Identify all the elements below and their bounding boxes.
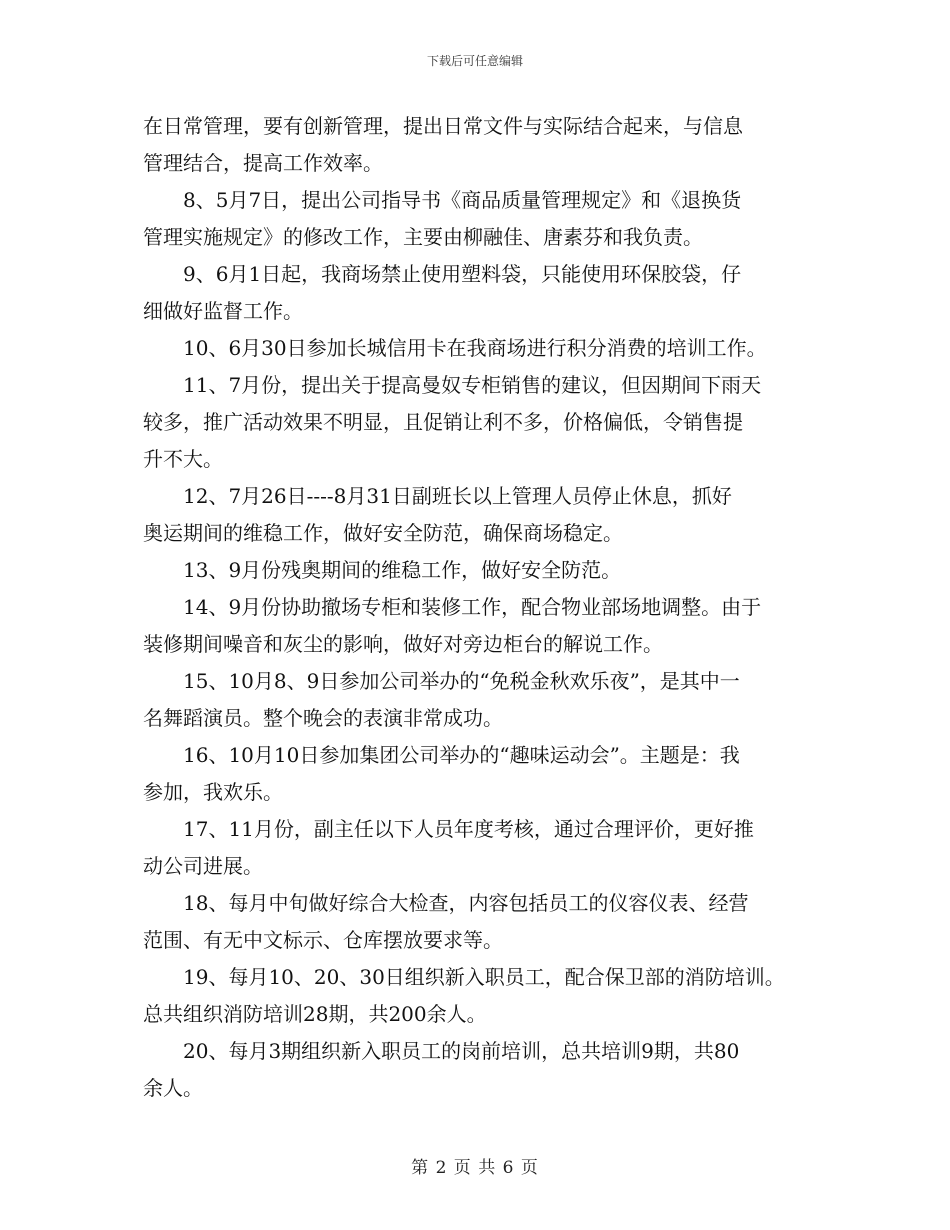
paragraph-line: 装修期间噪音和灰尘的影响，做好对旁边柜台的解说工作。 — [143, 632, 663, 656]
paragraph-line: 范围、有无中文标示、仓库摆放要求等。 — [143, 928, 503, 952]
paragraph-line: 8、5月7日，提出公司指导书《商品质量管理规定》和《退换货 — [183, 188, 742, 212]
paragraph-line: 16、10月10日参加集团公司举办的“趣味运动会”。主题是：我 — [183, 743, 740, 767]
paragraph-line: 20、每月3期组织新入职员工的岗前培训，总共培训9期，共80 — [183, 1039, 740, 1063]
paragraph — [143, 367, 813, 478]
paragraph-line: 18、每月中旬做好综合大检查，内容包括员工的仪容仪表、经营 — [183, 891, 749, 915]
paragraph-line: 管理结合，提高工作效率。 — [143, 151, 383, 175]
paragraph — [143, 478, 813, 552]
paragraph-line: 管理实施规定》的修改工作，主要由柳融佳、唐素芬和我负责。 — [143, 225, 703, 249]
paragraph — [143, 108, 813, 182]
paragraph-line: 17、11月份，副主任以下人员年度考核，通过合理评价，更好推 — [183, 817, 754, 841]
paragraph-line: 15、10月8、9日参加公司举办的“免税金秋欢乐夜”，是其中一 — [183, 669, 740, 693]
paragraph-line: 12、7月26日----8月31日副班长以上管理人员停止休息，抓好 — [183, 484, 732, 508]
paragraph — [143, 1033, 813, 1107]
paragraph — [143, 589, 813, 663]
paragraph — [143, 885, 813, 959]
paragraph — [143, 552, 813, 589]
paragraph-line: 动公司进展。 — [143, 854, 263, 878]
paragraph — [143, 330, 813, 367]
paragraph-line: 13、9月份残奥期间的维稳工作，做好安全防范。 — [183, 558, 622, 582]
paragraph-line: 19、每月10、20、30日组织新入职员工，配合保卫部的消防培训。 — [183, 965, 785, 989]
paragraph-line: 升不大。 — [143, 447, 223, 471]
paragraph-line: 在日常管理，要有创新管理，提出日常文件与实际结合起来，与信息 — [143, 114, 743, 138]
page-footer: 第 2 页 共 6 页 — [411, 1158, 539, 1178]
paragraph — [143, 663, 813, 737]
paragraph-line: 名舞蹈演员。整个晚会的表演非常成功。 — [143, 706, 503, 730]
paragraph-line: 9、6月1日起，我商场禁止使用塑料袋，只能使用环保胶袋，仔 — [183, 262, 742, 286]
paragraph-line: 10、6月30日参加长城信用卡在我商场进行积分消费的培训工作。 — [183, 336, 767, 360]
paragraph-line: 细做好监督工作。 — [143, 299, 303, 323]
paragraph-line: 14、9月份协助撤场专柜和装修工作，配合物业部场地调整。由于 — [183, 595, 762, 619]
paragraph-line: 余人。 — [143, 1076, 203, 1100]
paragraph-line: 奥运期间的维稳工作，做好安全防范，确保商场稳定。 — [143, 521, 623, 545]
document-body — [143, 108, 813, 1107]
paragraph — [143, 182, 813, 256]
page-header: 下载后可任意编辑 — [426, 54, 523, 68]
paragraph — [143, 737, 813, 811]
paragraph-line: 11、7月份，提出关于提高曼奴专柜销售的建议，但因期间下雨天 — [183, 373, 762, 397]
paragraph — [143, 811, 813, 885]
paragraph-line: 总共组织消防培训28期，共200余人。 — [143, 1002, 487, 1026]
paragraph-line: 参加，我欢乐。 — [143, 780, 283, 804]
paragraph — [143, 959, 813, 1033]
paragraph — [143, 256, 813, 330]
paragraph-line: 较多，推广活动效果不明显，且促销让利不多，价格偏低，令销售提 — [143, 410, 743, 434]
